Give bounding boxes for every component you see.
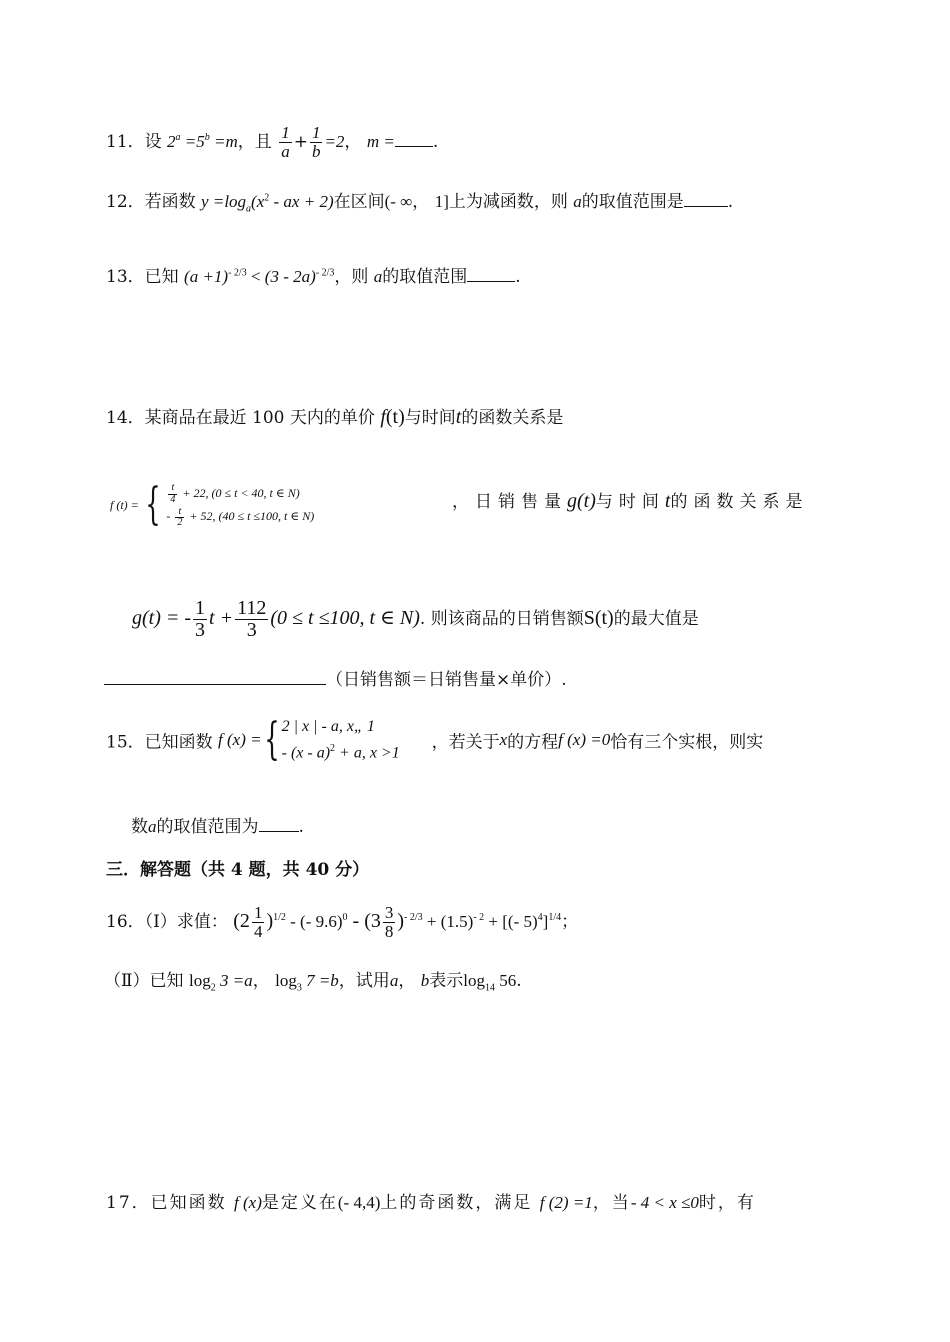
q15-eq: f (x) =0 bbox=[558, 730, 611, 750]
g-lhs: g(t) = - bbox=[132, 607, 192, 629]
q15-cases bbox=[282, 716, 432, 764]
q12-sup: 2 bbox=[264, 192, 270, 204]
case-sign: - bbox=[166, 509, 171, 524]
q15-end: . bbox=[298, 817, 304, 837]
q11-text: 设 bbox=[144, 131, 162, 152]
fraction bbox=[235, 598, 268, 641]
fraction bbox=[193, 598, 207, 641]
q11-eq1: 2 bbox=[167, 131, 176, 151]
q16-log: log bbox=[275, 971, 297, 990]
q17-interval: (- 4,4) bbox=[337, 1193, 381, 1212]
q13-end: . bbox=[515, 267, 521, 287]
case-rest: + 22, (0 ≤ t < 40, t ∈ N) bbox=[182, 486, 300, 500]
q11-eq3: =m bbox=[209, 131, 238, 151]
denominator: 2 bbox=[177, 517, 183, 528]
q17-text: 时，有 bbox=[698, 1193, 756, 1213]
q17-text: 上的奇函数，满足 bbox=[380, 1193, 533, 1213]
q14-ft: f bbox=[380, 406, 386, 428]
q14-g-formula bbox=[132, 598, 699, 641]
q16-sub: 2 bbox=[210, 982, 216, 994]
numerator: 112 bbox=[237, 597, 267, 619]
denominator: a bbox=[281, 141, 290, 161]
q15-text: ，若关于 bbox=[431, 732, 500, 753]
fraction bbox=[310, 124, 323, 161]
q13-text: 已知 bbox=[144, 267, 179, 287]
q16-sup: 4 bbox=[537, 912, 543, 924]
q15-a: a bbox=[148, 817, 157, 836]
q16-end: . bbox=[516, 971, 522, 991]
q14-text: ，日销售量 bbox=[452, 492, 567, 512]
q16-log: log bbox=[463, 971, 485, 990]
q11-eq5: m = bbox=[366, 131, 395, 151]
q16-log-rest: 7 =b bbox=[301, 971, 339, 990]
g-mid: t + bbox=[209, 607, 234, 629]
q12-text: 的取值范围是 bbox=[581, 192, 684, 212]
q14-ft-arg: (t) bbox=[385, 406, 405, 428]
q17-text: 已知函数 bbox=[150, 1193, 227, 1213]
q12-sub: a bbox=[246, 203, 252, 215]
q12-text: 在区间 bbox=[333, 192, 385, 212]
q14-text: 的函数关系是 bbox=[461, 408, 564, 428]
fraction bbox=[175, 507, 184, 529]
denominator: 4 bbox=[253, 921, 263, 941]
q16-text: 表示 bbox=[429, 971, 464, 991]
numerator: 3 bbox=[384, 903, 394, 922]
q15-x: x bbox=[499, 730, 508, 750]
denominator: 4 bbox=[170, 493, 176, 505]
case-1 bbox=[166, 482, 314, 505]
q14-number: 14． bbox=[106, 408, 145, 428]
q14-text: 与时间 bbox=[404, 408, 456, 428]
q16-term: (2 bbox=[233, 909, 250, 932]
q17-cond: - 4 < x ≤0 bbox=[630, 1193, 699, 1212]
q14-text: 的最大值是 bbox=[613, 609, 699, 629]
denominator: 3 bbox=[246, 619, 257, 641]
q11-eq2: =5 bbox=[180, 131, 205, 151]
case-2-sup: 2 bbox=[330, 743, 336, 754]
q13-var: a bbox=[373, 267, 383, 286]
denominator: b bbox=[311, 141, 321, 161]
q11-sup: b bbox=[204, 132, 210, 144]
q15-text: 的方程 bbox=[507, 732, 559, 753]
q14-line2 bbox=[452, 487, 808, 513]
answer-blank bbox=[467, 267, 515, 282]
q14-text: . 则该商品的日销售额 bbox=[419, 609, 584, 629]
q11-plus: + bbox=[293, 131, 308, 152]
q16-term: ) bbox=[397, 909, 405, 932]
question-14 bbox=[106, 403, 563, 429]
q12-interval: 1] bbox=[434, 192, 449, 211]
q12-text: 若函数 bbox=[144, 192, 196, 212]
q16-sup: 1/4 bbox=[548, 912, 562, 924]
q13-text: 的取值范围 bbox=[382, 267, 468, 287]
fraction bbox=[383, 904, 396, 941]
numerator: 1 bbox=[281, 123, 290, 142]
q12-var: a bbox=[573, 192, 582, 211]
piecewise-lhs: f (t) = bbox=[110, 497, 139, 512]
q16-term: - (3 bbox=[347, 909, 381, 932]
q16-a: a bbox=[389, 971, 399, 990]
question-15 bbox=[106, 716, 763, 764]
numerator: t bbox=[168, 483, 177, 495]
left-brace: { bbox=[263, 714, 280, 766]
question-16-part1 bbox=[106, 904, 578, 941]
q16-sup: - 2 bbox=[473, 912, 485, 924]
q11-text: ， bbox=[344, 131, 362, 152]
q16-b: b bbox=[420, 971, 430, 990]
q11-text: ，且 bbox=[237, 131, 272, 152]
case-rest: + 52, (40 ≤ t ≤100, t ∈ N) bbox=[189, 509, 315, 524]
q16-term: - (- 9.6) bbox=[285, 911, 343, 931]
q16-term: ) bbox=[266, 909, 274, 932]
q16-sub: 14 bbox=[484, 982, 495, 994]
q17-f2: f (2) =1 bbox=[539, 1193, 593, 1212]
question-13 bbox=[106, 262, 521, 287]
q17-number: 17． bbox=[106, 1193, 151, 1213]
fraction bbox=[252, 904, 265, 941]
q16-log: log bbox=[188, 971, 211, 990]
answer-blank bbox=[395, 132, 433, 147]
q11-number: 11． bbox=[106, 131, 145, 152]
section-3-title: 三．解答题（共 4 题，共 40 分） bbox=[106, 860, 370, 880]
case-2-main: - (x - a) bbox=[281, 744, 331, 762]
q12-end: . bbox=[727, 192, 734, 212]
numerator: 1 bbox=[311, 123, 321, 142]
q12-text: 上为减函数，则 bbox=[448, 192, 568, 212]
q16-number: 16． bbox=[106, 911, 145, 932]
q14-t2: t bbox=[664, 490, 671, 512]
case-2-rest: + a, x >1 bbox=[335, 744, 400, 762]
answer-blank bbox=[684, 192, 728, 207]
answer-blank bbox=[104, 670, 326, 685]
q14-text: 某商品在最近 100 天内的单价 bbox=[144, 408, 375, 428]
q13-number: 13． bbox=[106, 267, 145, 287]
question-12 bbox=[106, 187, 733, 214]
q13-lhs: (a +1) bbox=[184, 267, 229, 286]
denominator: 3 bbox=[195, 619, 206, 641]
q15-text: 数 bbox=[131, 817, 148, 837]
q16-term: + [(- 5) bbox=[484, 911, 538, 931]
q16-part1-label: （Ⅰ）求值： bbox=[144, 911, 228, 932]
q15-f-lhs: f (x) = bbox=[218, 730, 262, 750]
q13-sup: - 2/3 bbox=[315, 267, 335, 279]
q11-eq4: =2 bbox=[324, 131, 345, 151]
q14-text: （日销售额＝日销售量×单价）. bbox=[326, 670, 567, 690]
q16-text: ，试用 bbox=[338, 971, 390, 991]
piecewise-cases bbox=[166, 482, 314, 529]
q14-piecewise-f bbox=[110, 479, 315, 531]
left-brace: { bbox=[144, 479, 161, 531]
q11-sup: a bbox=[175, 132, 181, 144]
q14-t: t bbox=[455, 406, 462, 428]
answer-blank bbox=[259, 817, 299, 832]
g-cond: (0 ≤ t ≤100, t ∈ N) bbox=[270, 607, 420, 629]
q16-sep: ， bbox=[252, 971, 270, 991]
q13-sup: - 2/3 bbox=[228, 267, 247, 279]
q16-sup: 1/2 bbox=[273, 912, 286, 924]
fraction bbox=[279, 124, 292, 161]
q13-lt: < bbox=[246, 267, 265, 286]
q14-st: S(t) bbox=[583, 607, 614, 629]
q16-term: ] bbox=[542, 911, 549, 931]
numerator: 1 bbox=[253, 903, 263, 922]
q16-log-rest: 56 bbox=[494, 971, 517, 990]
q15-text: 恰有三个实根，则实 bbox=[610, 732, 764, 753]
q15-line2 bbox=[131, 812, 304, 837]
q17-text: ，当 bbox=[592, 1193, 631, 1213]
case-1: 2 | x | - a, x„ 1 bbox=[281, 718, 375, 735]
q14-answer-line bbox=[104, 665, 567, 690]
question-17 bbox=[106, 1188, 756, 1213]
q16-sep: ， bbox=[398, 971, 416, 991]
q12-func: y =log bbox=[201, 192, 247, 211]
q16-end: ； bbox=[561, 911, 579, 932]
q16-sup: - 2/3 bbox=[404, 912, 423, 924]
q13-text: ，则 bbox=[334, 267, 369, 287]
q16-term: + (1.5) bbox=[422, 911, 474, 931]
numerator: 1 bbox=[195, 597, 206, 619]
q15-number: 15． bbox=[106, 732, 145, 753]
q17-fx: f (x) bbox=[234, 1193, 262, 1212]
case-2 bbox=[282, 738, 432, 764]
q16-log-rest: 3 =a bbox=[215, 971, 253, 990]
q12-func-end: - ax + 2) bbox=[269, 192, 334, 211]
q13-rhs: (3 - 2a) bbox=[264, 267, 316, 286]
q14-text: 的函数关系是 bbox=[670, 492, 809, 512]
numerator: t bbox=[175, 507, 184, 519]
q14-text: 与时间 bbox=[595, 492, 665, 512]
q12-func-rest: (x bbox=[251, 192, 265, 211]
q14-gt: g(t) bbox=[567, 490, 596, 512]
case-2 bbox=[166, 505, 314, 528]
q16-sup: 0 bbox=[342, 912, 348, 924]
question-11 bbox=[106, 124, 438, 161]
denominator: 8 bbox=[384, 921, 394, 941]
q11-end: . bbox=[432, 131, 439, 152]
question-16-part2 bbox=[104, 966, 522, 993]
q16-sub: 3 bbox=[296, 982, 302, 994]
q15-text: 的取值范围为 bbox=[156, 817, 259, 837]
fraction bbox=[168, 483, 177, 505]
q12-interval: (- ∞， bbox=[384, 192, 430, 211]
q16-part2-label: （Ⅱ）已知 bbox=[104, 971, 184, 991]
q17-text: 是定义在 bbox=[261, 1193, 338, 1213]
q12-number: 12． bbox=[106, 192, 145, 212]
q15-text: 已知函数 bbox=[144, 732, 213, 753]
